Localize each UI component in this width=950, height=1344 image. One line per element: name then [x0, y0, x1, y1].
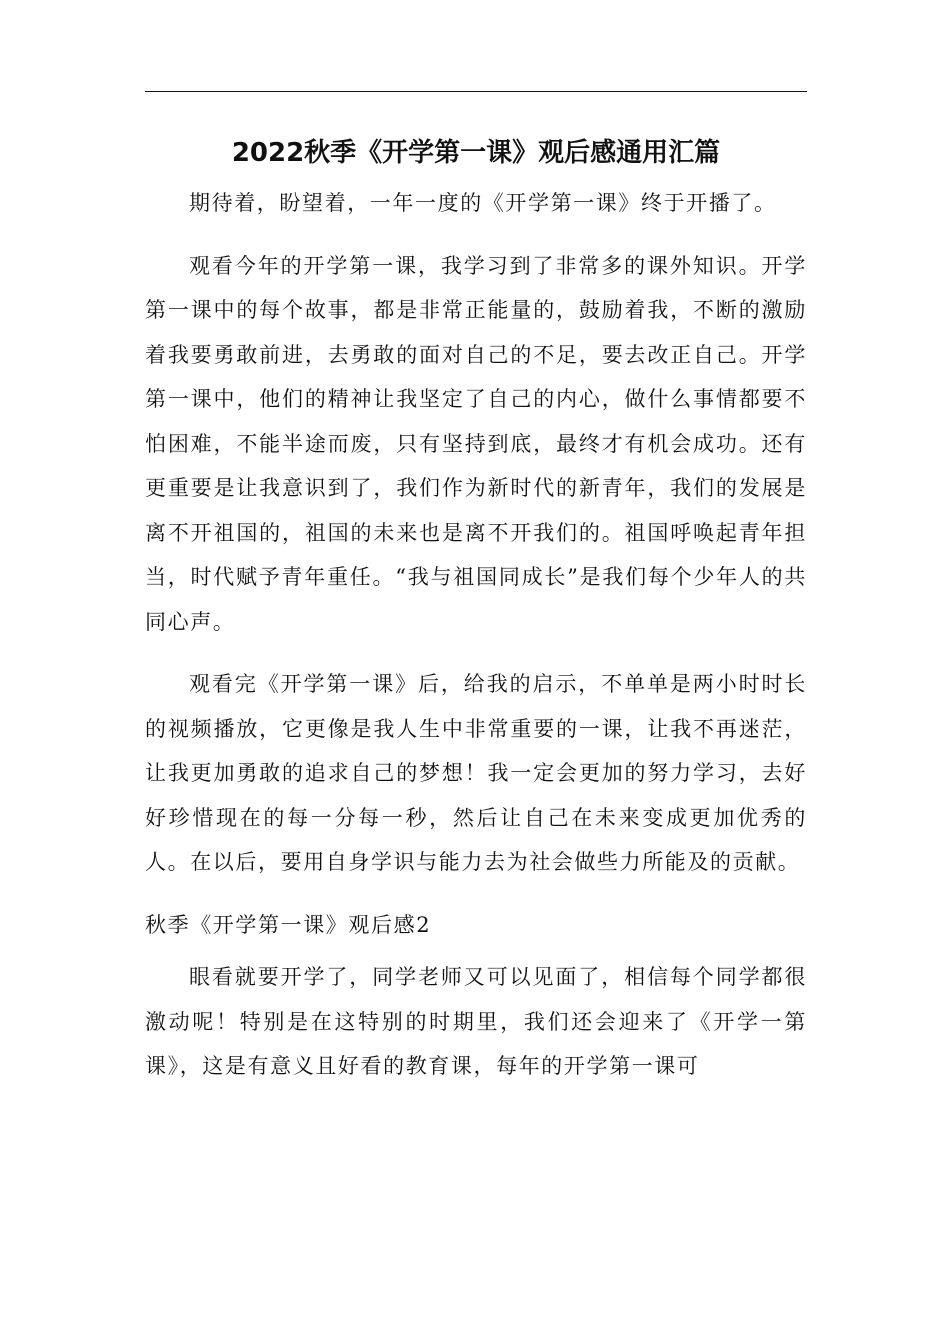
paragraph-reflection: 观看完《开学第一课》后，给我的启示，不单单是两小时时长的视频播放，它更像是我人生中非常重要的一课，让我不再迷茫，让我更加勇敢的追求自己的梦想！我一定会更加的努力学习，去好好珍惜现在的每一分每一秒，然后让自己在未来变成更加优秀的人。在以后，要用自身学识与能力去为社会做些力所能及的贡献。 — [145, 672, 807, 874]
paragraph-section-two: 眼看就要开学了，同学老师又可以见面了，相信每个同学都很激动呢！特别是在这特别的时期里，我们还会迎来了《开学一第课》，这是有意义且好看的教育课，每年的开学第一课可 — [145, 965, 807, 1078]
paragraph-intro: 期待着，盼望着，一年一度的《开学第一课》终于开播了。 — [189, 191, 777, 215]
paragraph-main: 观看今年的开学第一课，我学习到了非常多的课外知识。开学第一课中的每个故事，都是非常正能量的，鼓励着我，不断的激励着我要勇敢前进，去勇敢的面对自己的不足，要去改正自己。开学第一课中，他们的精神让我坚定了自己的内心，做什么事情都要不怕困难，不能半途而废，只有坚持到底，最终才有机会成功。还有更重要是让我意识到了，我们作为新时代的新青年，我们的发展是离不开祖国的，祖国的未来也是离不开我们的。祖国呼唤起青年担当，时代赋予青年重任。“我与祖国同成长”是我们每个少年人的共同心声。 — [145, 253, 807, 634]
document-body — [145, 181, 807, 1107]
header-rule — [145, 91, 807, 92]
section-subheading: 秋季《开学第一课》观后感2 — [145, 912, 432, 937]
document-title: 2022秋季《开学第一课》观后感通用汇篇 — [231, 138, 721, 168]
